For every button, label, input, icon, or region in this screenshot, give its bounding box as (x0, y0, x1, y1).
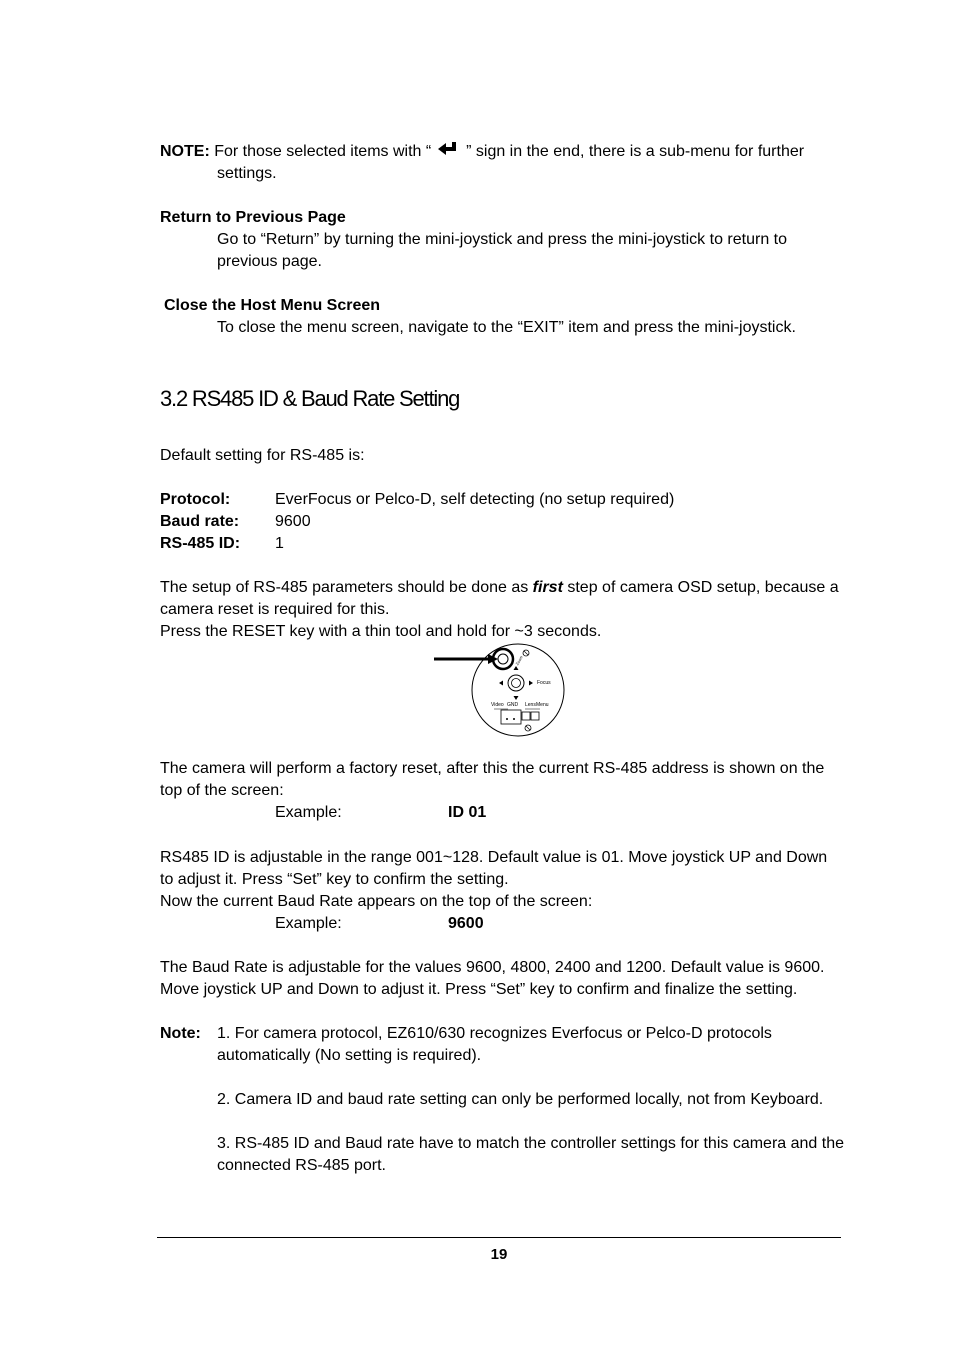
baud-line2: Move joystick UP and Down to adjust it. Press “Set” key to confirm and finalize the setting. (160, 981, 798, 998)
diagram-label-zoom: Zoom (514, 654, 524, 667)
note-item-2: 2. Camera ID and baud rate setting can only be performed locally, not from Keyboard. (217, 1091, 824, 1108)
note-label: NOTE: (160, 143, 210, 160)
return-title: Return to Previous Page (160, 209, 346, 226)
enter-arrow-icon (436, 141, 462, 157)
default-label: Baud rate: (160, 513, 240, 530)
id-line1: RS485 ID is adjustable in the range 001~128. Default value is 01. Move joystick UP and Down (160, 849, 828, 866)
section-heading: 3.2 RS485 ID & Baud Rate Setting (160, 386, 460, 411)
example-value: 9600 (448, 915, 484, 932)
reset-paragraph (160, 758, 850, 824)
reset-line1: The camera will perform a factory reset, after this the current RS-485 address is shown on the (160, 760, 825, 777)
diagram-label-gnd: GND (507, 702, 519, 708)
notes-section (160, 1023, 850, 1199)
default-value: 1 (275, 535, 284, 552)
baud-paragraph (160, 957, 850, 1001)
note-item-1: 1. For camera protocol, EZ610/630 recognizes Everfocus or Pelco-D protocols automatically (No setting is required). (217, 1025, 772, 1064)
note-text-line2: settings. (217, 165, 277, 182)
return-section (160, 207, 850, 273)
diagram-label-focus: Focus (537, 680, 551, 686)
close-line1: To close the menu screen, navigate to the “EXIT” item and press the mini-joystick. (217, 319, 796, 336)
id-line2: to adjust it. Press “Set” key to confirm the setting. (160, 871, 509, 888)
page-number: 19 (490, 1246, 508, 1263)
baud-line1: The Baud Rate is adjustable for the values 9600, 4800, 2400 and 1200. Default value is 9600. (160, 959, 825, 976)
close-section (164, 295, 854, 339)
diagram-label-lens: Lens (525, 702, 536, 708)
default-value: 9600 (275, 513, 311, 530)
default-row-protocol (160, 489, 850, 511)
id-example (160, 913, 850, 935)
default-row-id (160, 533, 850, 555)
setup-emphasis: first (532, 579, 563, 596)
return-line1: Go to “Return” by turning the mini-joystick and press the mini-joystick to return to (217, 231, 787, 248)
note-text-after: ” sign in the end, there is a sub-menu for further (466, 143, 805, 160)
default-row-baud (160, 511, 850, 533)
default-intro: Default setting for RS-485 is: (160, 447, 365, 464)
setup-line3: Press the RESET key with a thin tool and hold for ~3 seconds. (160, 623, 602, 640)
defaults-list (160, 489, 850, 555)
example-label: Example: (275, 804, 342, 821)
footer-rule (157, 1237, 841, 1238)
note-item-3: 3. RS-485 ID and Baud rate have to match the controller settings for this camera and the connected RS-485 port. (217, 1135, 845, 1174)
setup-part1: The setup of RS-485 parameters should be done as (160, 579, 533, 596)
default-value: EverFocus or Pelco-D, self detecting (no setup required) (275, 491, 675, 508)
reset-example (160, 802, 850, 824)
return-line2: previous page. (217, 253, 322, 270)
example-value: ID 01 (448, 804, 487, 821)
default-label: RS-485 ID: (160, 535, 241, 552)
setup-part2: step of camera OSD setup, because a (562, 579, 839, 596)
reset-line2: top of the screen: (160, 782, 284, 799)
diagram-label-video: Video (491, 702, 504, 708)
close-title: Close the Host Menu Screen (164, 297, 381, 314)
notes-label: Note: (160, 1025, 201, 1042)
diagram-label-menu: Menu (536, 702, 549, 708)
setup-line2: camera reset is required for this. (160, 601, 390, 618)
note-text-before: For those selected items with “ (214, 143, 432, 160)
note-paragraph (160, 141, 850, 185)
id-line3: Now the current Baud Rate appears on the top of the screen: (160, 893, 593, 910)
id-paragraph (160, 847, 850, 935)
example-label: Example: (275, 915, 342, 932)
setup-paragraph (160, 577, 860, 643)
default-label: Protocol: (160, 491, 231, 508)
camera-panel-diagram (430, 642, 570, 738)
